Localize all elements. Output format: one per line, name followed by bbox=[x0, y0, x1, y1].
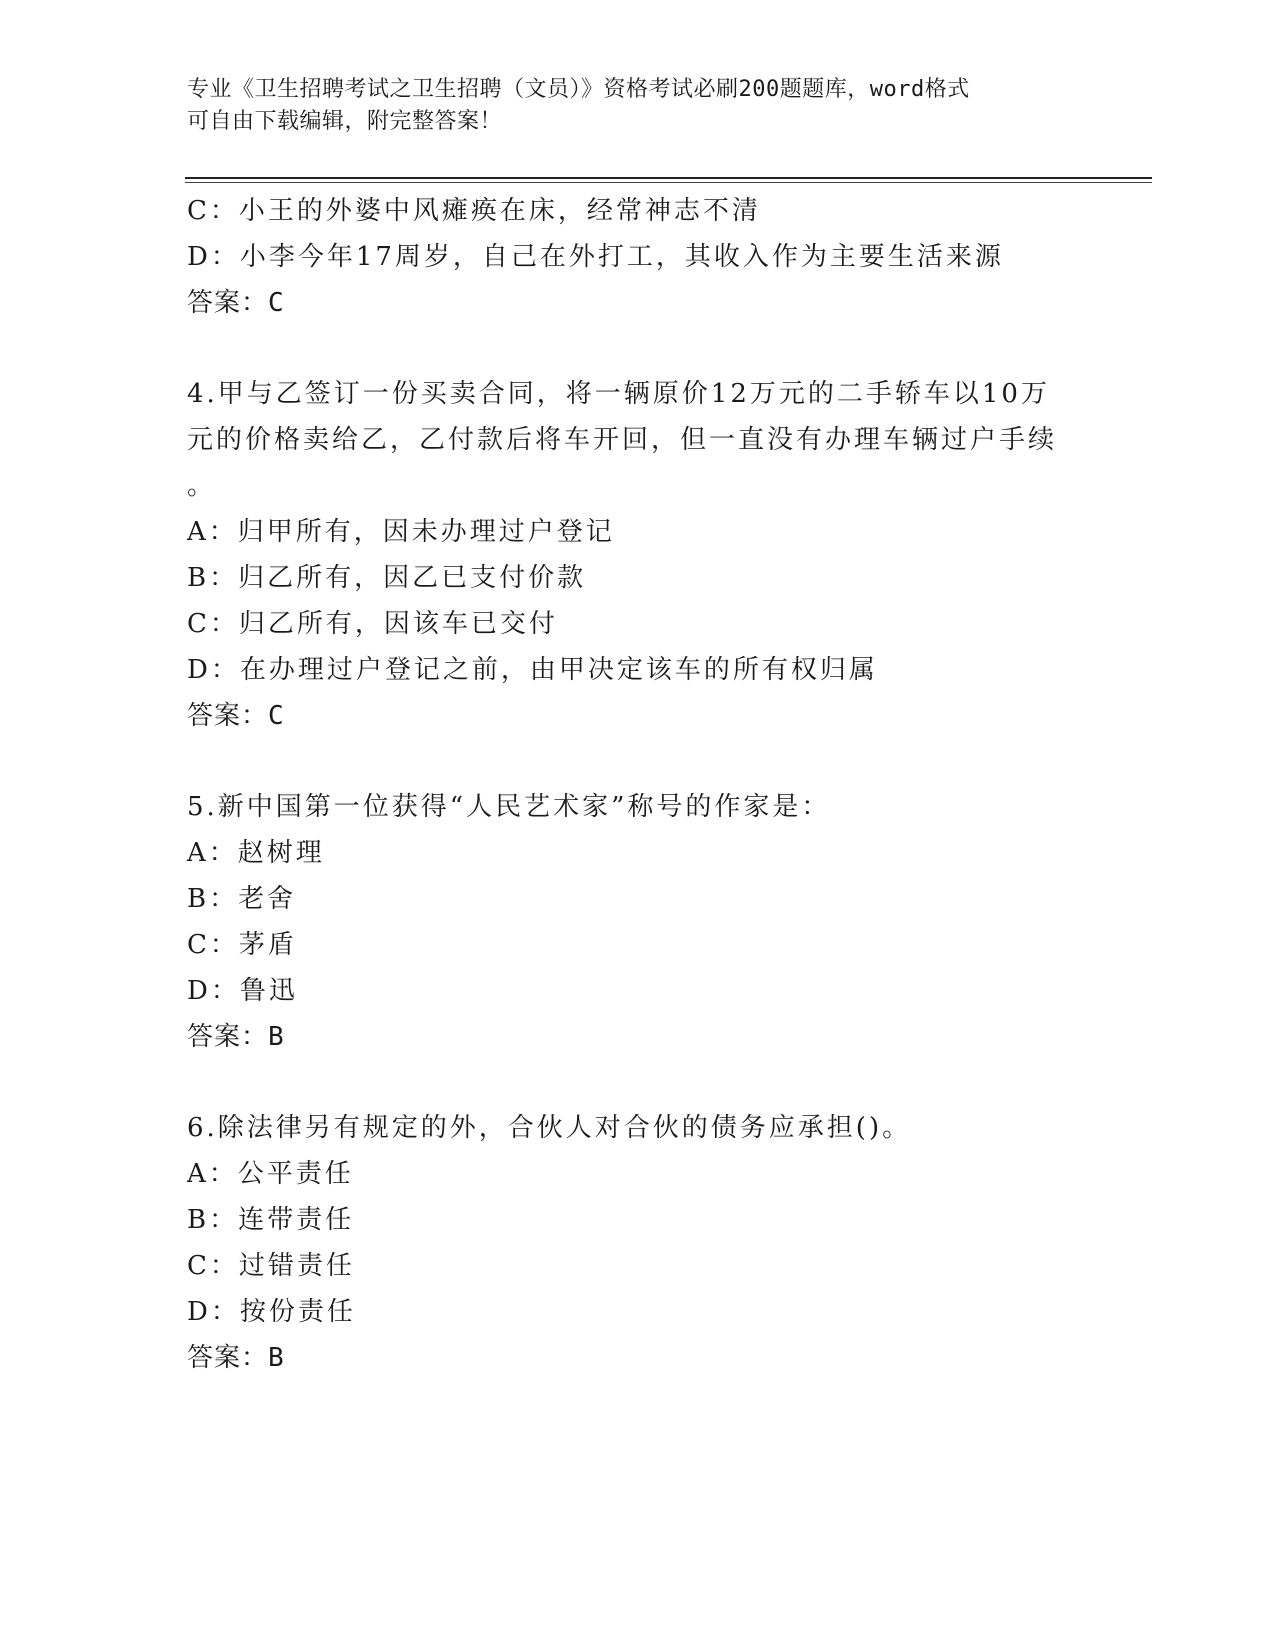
question-stem-line-2: 元的价格卖给乙，乙付款后将车开回，但一直没有办理车辆过户手续 bbox=[187, 425, 1058, 455]
header-divider-thin bbox=[185, 182, 1152, 183]
question-4 bbox=[187, 371, 1077, 739]
answer-line: 答案：B bbox=[187, 1022, 285, 1052]
question-6 bbox=[187, 1105, 1077, 1381]
option-b: B：老舍 bbox=[187, 884, 297, 914]
option-d: D：按份责任 bbox=[187, 1297, 356, 1327]
document-header bbox=[187, 74, 1067, 138]
question-stem-line-3: 。 bbox=[187, 471, 217, 501]
question-stem bbox=[187, 371, 1077, 509]
option-c: C：过错责任 bbox=[187, 1251, 355, 1281]
option-c: C：小王的外婆中风瘫痪在床，经常神志不清 bbox=[187, 196, 761, 226]
question-stem: 6.除法律另有规定的外，合伙人对合伙的债务应承担()。 bbox=[187, 1113, 912, 1143]
option-c: C：归乙所有，因该车已交付 bbox=[187, 609, 558, 639]
header-title-line-2: 可自由下载编辑，附完整答案！ bbox=[187, 109, 503, 134]
answer-line: 答案：B bbox=[187, 1343, 285, 1373]
option-c: C：茅盾 bbox=[187, 930, 297, 960]
option-a: A：赵树理 bbox=[187, 838, 325, 868]
spacer bbox=[187, 739, 1077, 784]
question-stem: 5.新中国第一位获得“人民艺术家”称号的作家是： bbox=[187, 792, 831, 822]
header-title-line-1: 专业《卫生招聘考试之卫生招聘（文员）》资格考试必刷200题题库，word格式 bbox=[187, 77, 970, 102]
question-3-tail bbox=[187, 188, 1077, 326]
spacer bbox=[187, 326, 1077, 371]
option-d: D：鲁迅 bbox=[187, 976, 298, 1006]
header-divider-thick bbox=[185, 177, 1152, 179]
question-5 bbox=[187, 784, 1077, 1060]
answer-line: 答案：C bbox=[187, 288, 285, 318]
option-a: A：公平责任 bbox=[187, 1159, 354, 1189]
answer-line: 答案：C bbox=[187, 701, 285, 731]
option-d: D：小李今年17周岁，自己在外打工，其收入作为主要生活来源 bbox=[187, 242, 1004, 272]
option-a: A：归甲所有，因未办理过户登记 bbox=[187, 517, 615, 547]
option-b: B：连带责任 bbox=[187, 1205, 355, 1235]
option-b: B：归乙所有，因乙已支付价款 bbox=[187, 563, 587, 593]
spacer bbox=[187, 1060, 1077, 1105]
question-list bbox=[187, 188, 1077, 1381]
option-d: D：在办理过户登记之前，由甲决定该车的所有权归属 bbox=[187, 655, 878, 685]
question-stem-line-1: 4.甲与乙签订一份买卖合同，将一辆原价12万元的二手轿车以10万 bbox=[187, 379, 1050, 409]
